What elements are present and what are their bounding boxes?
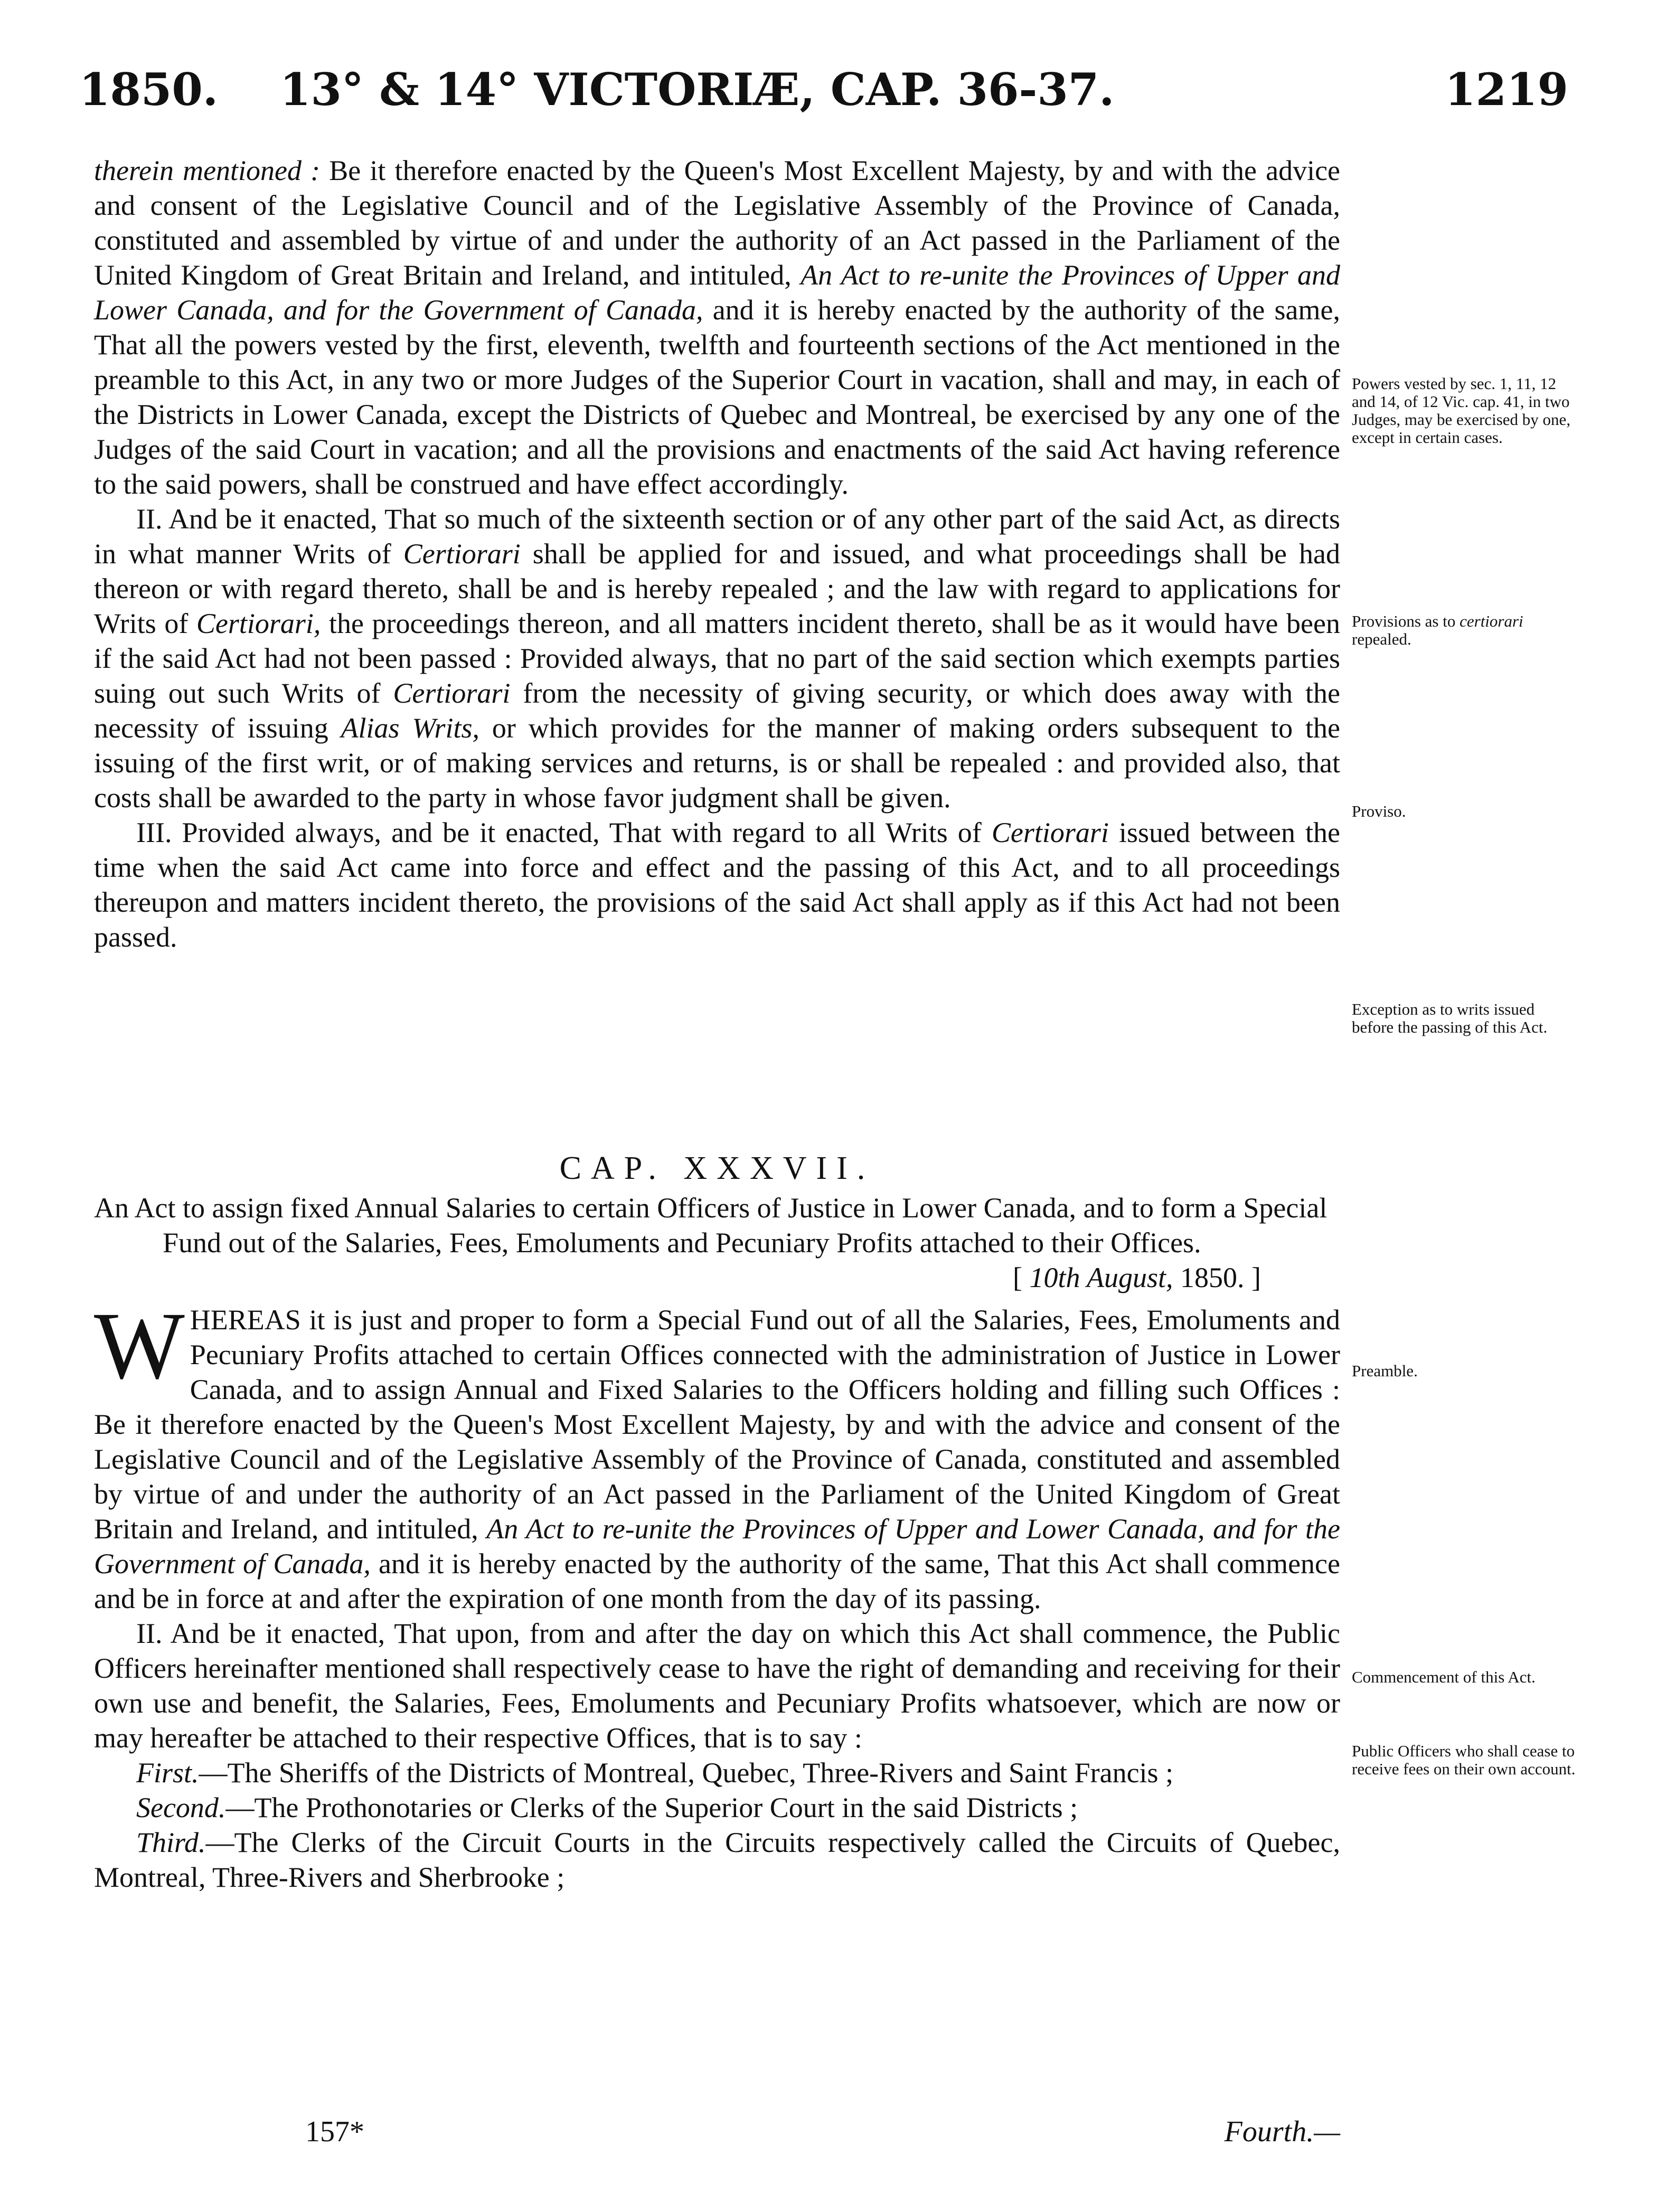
preamble: WHEREAS it is just and proper to form a Special Fund out of all the Salaries, Fees, Emoluments and Pecuniary Profits attached to certain Offices connected with the administration of Justice in Lower Canada, and to assign Annual and Fixed Salaries to the Officers holding and filling such Offices : Be it therefore enacted by the Queen's Most Excellent Majesty, by and with the advice and consent of the Legislative Council and of the Legislative Assembly of the Province of Canada, constituted and assembled by virtue of and under the authority of an Act passed in the Parliament of the United Kingdom of Great Britain and Ireland, and intituled, An Act to re-unite the Provinces of Upper and Lower Canada, and for the Government of Canada, and it is hereby enacted by the authority of the same, That this Act shall commence and be in force at and after the expiration of one month from the day of its passing.: [94, 1293, 1340, 1614]
cap37-body: [94, 1190, 1340, 1895]
assent-date: [ 10th August, 1850. ]: [1013, 1262, 1261, 1293]
chapter-heading: CAP. XXXVII.: [559, 1150, 875, 1186]
running-header: [79, 63, 1568, 121]
header-year: 1850.: [79, 63, 219, 116]
list-item-third: Third.—The Clerks of the Circuit Courts in the Circuits respectively called the Circuits of Quebec, Montreal, Three-Rivers and Sherbrooke ;: [94, 1827, 1340, 1893]
cap36-body: [94, 153, 1340, 954]
catchword: Fourth.—: [1224, 2115, 1340, 2148]
header-title: 13° & 14° VICTORIÆ, CAP. 36-37.: [280, 63, 1115, 116]
cap36-section-3: III. Provided always, and be it enacted, That with regard to all Writs of Certiorari issued between the time when the said Act came into force and effect and the passing of this Act, and to all proceedings thereupon and matters incident thereto, the provisions of the said Act shall apply as if this Act had not been passed.: [94, 817, 1341, 953]
act-title-citation: An Act to re-unite the Provinces of Upper and Lower Canada, and for the Government of Canada,: [94, 1513, 1340, 1580]
drop-capital: W: [94, 1293, 185, 1399]
cap36-section-2: II. And be it enacted, That so much of the sixteenth section or of any other part of the said Act, as directs in what manner Writs of Certiorari shall be applied for and issued, and what proceedings shall be had thereon or with regard thereto, shall be and is hereby repealed ; and the law with regard to applications for Writs of Certiorari, the proceedings thereon, and all matters incident thereto, shall be as it would have been if the said Act had not been passed : Provided always, that no part of the said section which exempts parties suing out such Writs of Certiorari from the necessity of giving security, or which does away with the necessity of issuing Alias Writs, or which provides for the manner of making orders subsequent to the issuing of the first writ, or of making services and returns, is or shall be repealed : and provided also, that costs shall be awarded to the party in whose favor judgment shall be given.: [94, 503, 1340, 814]
margin-note-powers: Powers vested by sec. 1, 11, 12 and 14, of 12 Vic. cap. 41, in two Judges, may be exercised by one, except in certain cases.: [1352, 374, 1571, 447]
margin-note-preamble: Preamble.: [1352, 1362, 1418, 1380]
cap37-section-2: II. And be it enacted, That upon, from and after the day on which this Act shall commence, the Public Officers hereinafter mentioned shall respectively cease to have the right of demanding and receiving for their own use and benefit, the Salaries, Fees, Emoluments and Pecuniary Profits whatsoever, which are now or may hereafter be attached to their respective Offices, that is to say :: [94, 1618, 1340, 1754]
long-title: An Act to assign fixed Annual Salaries to certain Officers of Justice in Lower Canada, and to form a Special Fund out of the Salaries, Fees, Emoluments and Pecuniary Profits attached to their Offices.: [94, 1192, 1327, 1259]
list-item-second: Second.—The Prothonotaries or Clerks of the Superior Court in the said Districts ;: [136, 1792, 1078, 1823]
lead-phrase: therein mentioned :: [94, 155, 321, 186]
margin-note-proviso: Proviso.: [1352, 802, 1406, 820]
margin-note-public-officers: Public Officers who shall cease to receive fees on their own account.: [1352, 1742, 1576, 1778]
signature-mark: 157*: [305, 2115, 364, 2148]
margin-note-certiorari: Provisions as to certiorari repealed.: [1352, 612, 1523, 648]
list-item-first: First.—The Sheriffs of the Districts of Montreal, Quebec, Three-Rivers and Saint Francis ;: [136, 1757, 1174, 1789]
margin-note-exception: Exception as to writs issued before the passing of this Act.: [1352, 1000, 1548, 1036]
page-number: 1219: [1445, 63, 1568, 116]
cap36-enacting-clause: therein mentioned : Be it therefore enacted by the Queen's Most Excellent Majesty, by and with the advice and consent of the Legislative Council and of the Legislative Assembly of the Province of Canada, constituted and assembled by virtue of and under the authority of an Act passed in the Parliament of the United Kingdom of Great Britain and Ireland, and intituled, An Act to re-unite the Provinces of Upper and Lower Canada, and for the Government of Canada, and it is hereby enacted by the authority of the same, That all the powers vested by the first, eleventh, twelfth and fourteenth sections of the Act mentioned in the preamble to this Act, in any two or more Judges of the Superior Court in vacation, shall and may, in each of the Districts in Lower Canada, except the Districts of Quebec and Montreal, be exercised by any one of the Judges of the said Court in vacation; and all the provisions and enactments of the said Act having reference to the said powers, shall be construed and have effect accordingly.: [94, 155, 1341, 500]
act-title-citation: An Act to re-unite the Provinces of Upper and Lower Canada, and for the Government of Canada,: [94, 259, 1340, 326]
margin-note-commencement: Commencement of this Act.: [1352, 1668, 1536, 1686]
